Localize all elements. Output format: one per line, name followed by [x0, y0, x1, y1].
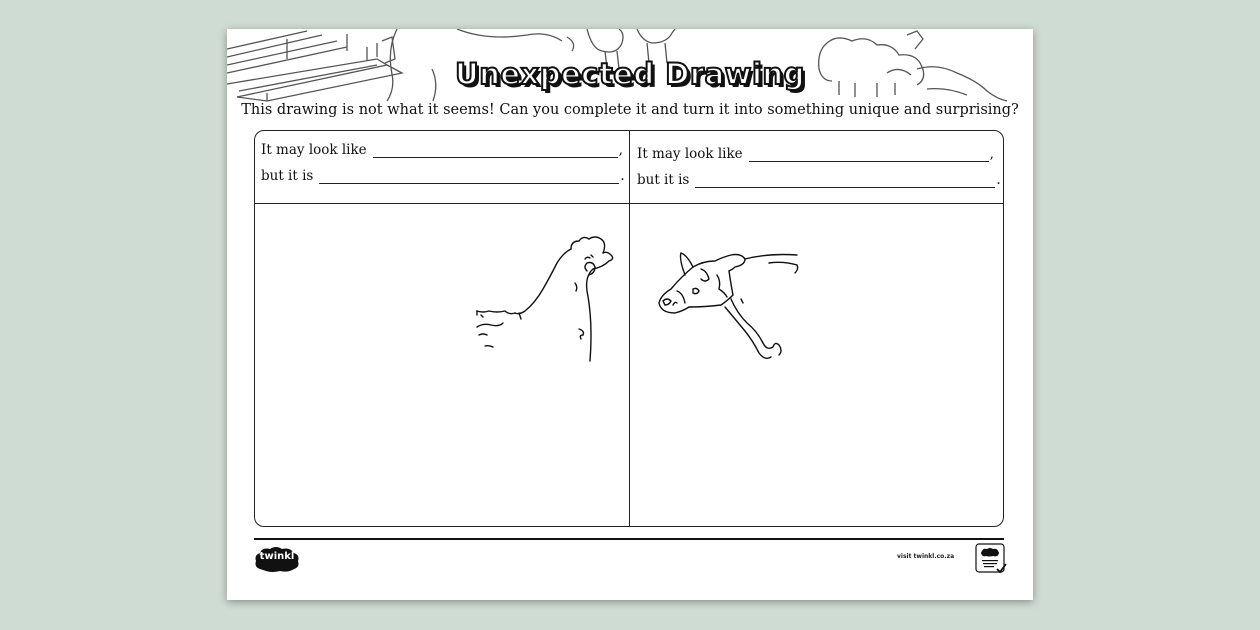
left-prompt-label-2: but it is — [261, 168, 314, 184]
right-prompt-comma: , — [989, 146, 994, 162]
cow-outline-drawing[interactable] — [649, 231, 809, 376]
footer-divider — [254, 538, 1004, 540]
drawing-grid — [254, 130, 1004, 527]
worksheet-page — [227, 29, 1033, 600]
left-prompt-label-1: It may look like — [261, 142, 367, 158]
right-answer-blank-2[interactable] — [695, 173, 995, 188]
left-prompt-line-1 — [261, 142, 623, 158]
right-prompt-line-2 — [637, 172, 1001, 188]
website-link[interactable]: visit twinkl.co.za — [897, 553, 955, 560]
grid-vertical-divider — [629, 131, 630, 526]
right-prompt-line-1 — [637, 146, 994, 162]
worksheet-instructions: This drawing is not what it seems! Can you complete it and turn it into something unique and surprising? — [241, 102, 1019, 118]
right-prompt-label-2: but it is — [637, 172, 690, 188]
left-answer-blank-2[interactable] — [319, 169, 619, 184]
right-prompt-label-1: It may look like — [637, 146, 743, 162]
left-prompt-line-2 — [261, 168, 625, 184]
grid-horizontal-divider — [255, 203, 1003, 204]
twinkl-logo-text: twinkl — [259, 551, 295, 562]
left-prompt-period: . — [620, 168, 625, 184]
left-answer-blank-1[interactable] — [373, 143, 618, 158]
quality-approved-badge-icon — [975, 543, 1007, 575]
chicken-outline-drawing[interactable] — [475, 231, 625, 371]
right-answer-blank-1[interactable] — [749, 147, 989, 162]
worksheet-title: Unexpected Drawing — [455, 57, 805, 91]
right-prompt-period: . — [996, 172, 1001, 188]
left-prompt-comma: , — [618, 142, 623, 158]
